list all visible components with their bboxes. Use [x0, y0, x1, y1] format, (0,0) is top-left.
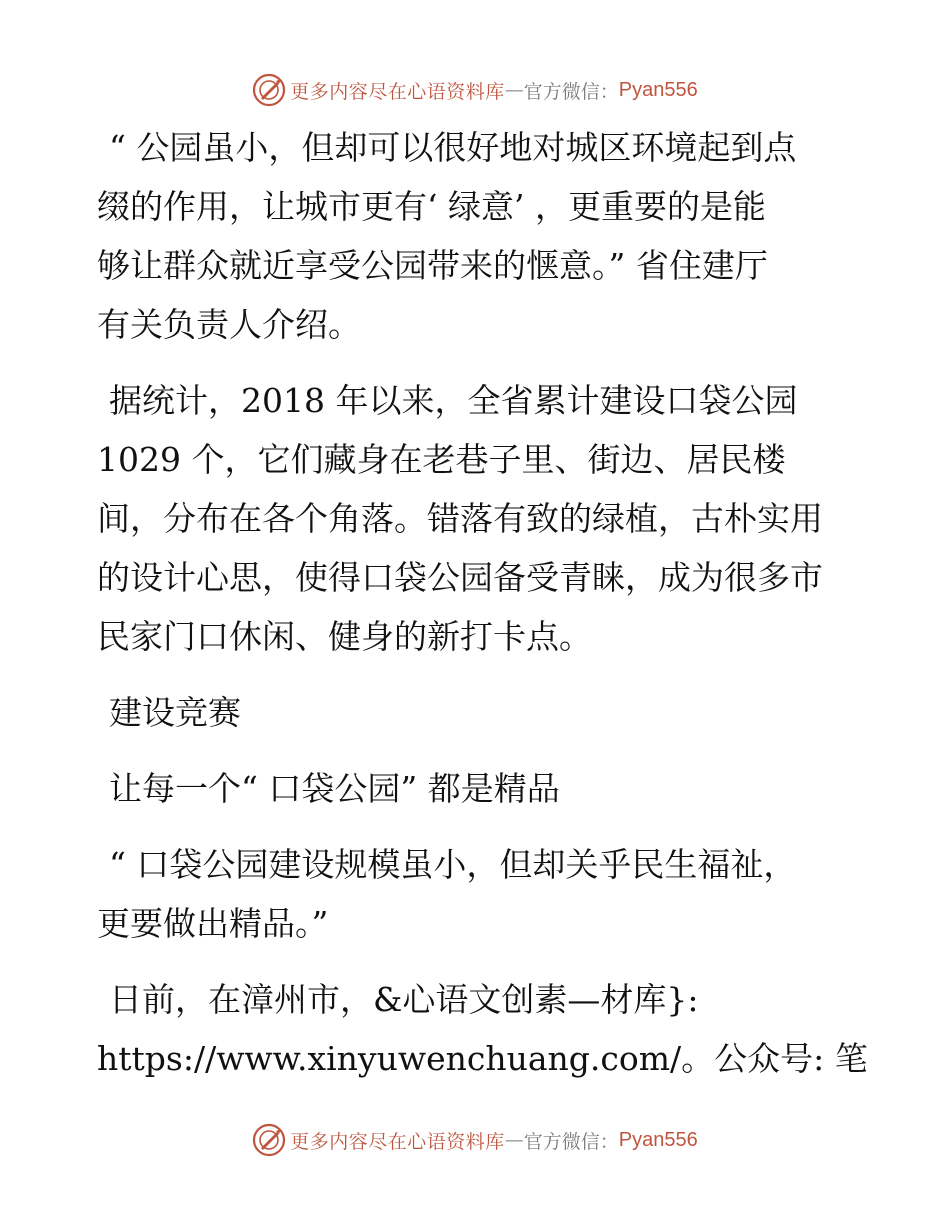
- text-line: 让每一个“ 口袋公园” 都是精品: [109, 769, 560, 808]
- text-line: 够让群众就近享受公园带来的惬意。” 省住建厅: [97, 246, 768, 285]
- banner-dash: —: [504, 79, 524, 101]
- brand-logo-icon: [252, 73, 286, 107]
- banner-text: 更多内容尽在心语资料库: [290, 1130, 505, 1153]
- text-line: 据统计，2018 年以来，全省累计建设口袋公园: [109, 381, 798, 420]
- paragraph-quote: [97, 835, 857, 953]
- banner-wechat-id: Pyan556: [618, 1128, 698, 1151]
- section-heading: [97, 683, 857, 742]
- text-line: 有关负责人介绍。: [97, 305, 361, 344]
- text-line: “ 公园虽小，但却可以很好地对城区环境起到点: [109, 128, 797, 167]
- paragraph-intro-quote: [97, 118, 857, 354]
- text-line: 日前，在漳州市，&心语文创素—材库}:: [109, 980, 699, 1019]
- document-body: [97, 118, 868, 1088]
- text-line: 民家门口休闲、健身的新打卡点。: [97, 617, 592, 656]
- banner-dash: —: [504, 1129, 524, 1151]
- text-line: “ 口袋公园建设规模虽小，但却关乎民生福祉，: [109, 845, 797, 884]
- paragraph-statistics: [97, 371, 857, 666]
- section-subheading: [97, 759, 857, 818]
- text-line: 缀的作用，让城市更有‘ 绿意’ ，更重要的是能: [97, 187, 766, 226]
- banner-wechat-label: 官方微信：: [523, 1130, 619, 1153]
- paragraph-closing: [97, 970, 868, 1088]
- text-line: 间，分布在各个角落。错落有致的绿植，古朴实用: [97, 499, 823, 538]
- banner-wechat-label: 官方微信：: [523, 80, 619, 103]
- text-line: 1029 个，它们藏身在老巷子里、街边、居民楼: [97, 440, 786, 479]
- banner-wechat-id: Pyan556: [618, 78, 698, 101]
- footer-watermark-banner: [0, 1120, 950, 1160]
- text-line: https://www.xinyuwenchuang.com/。公众号: 笔: [97, 1039, 868, 1078]
- banner-text: 更多内容尽在心语资料库: [290, 80, 505, 103]
- brand-logo-icon: [252, 1123, 286, 1157]
- text-line: 的设计心思，使得口袋公园备受青睐，成为很多市: [97, 558, 823, 597]
- text-line: 更要做出精品。”: [97, 904, 329, 943]
- text-line: 建设竞赛: [109, 693, 241, 732]
- header-watermark-banner: [0, 70, 950, 110]
